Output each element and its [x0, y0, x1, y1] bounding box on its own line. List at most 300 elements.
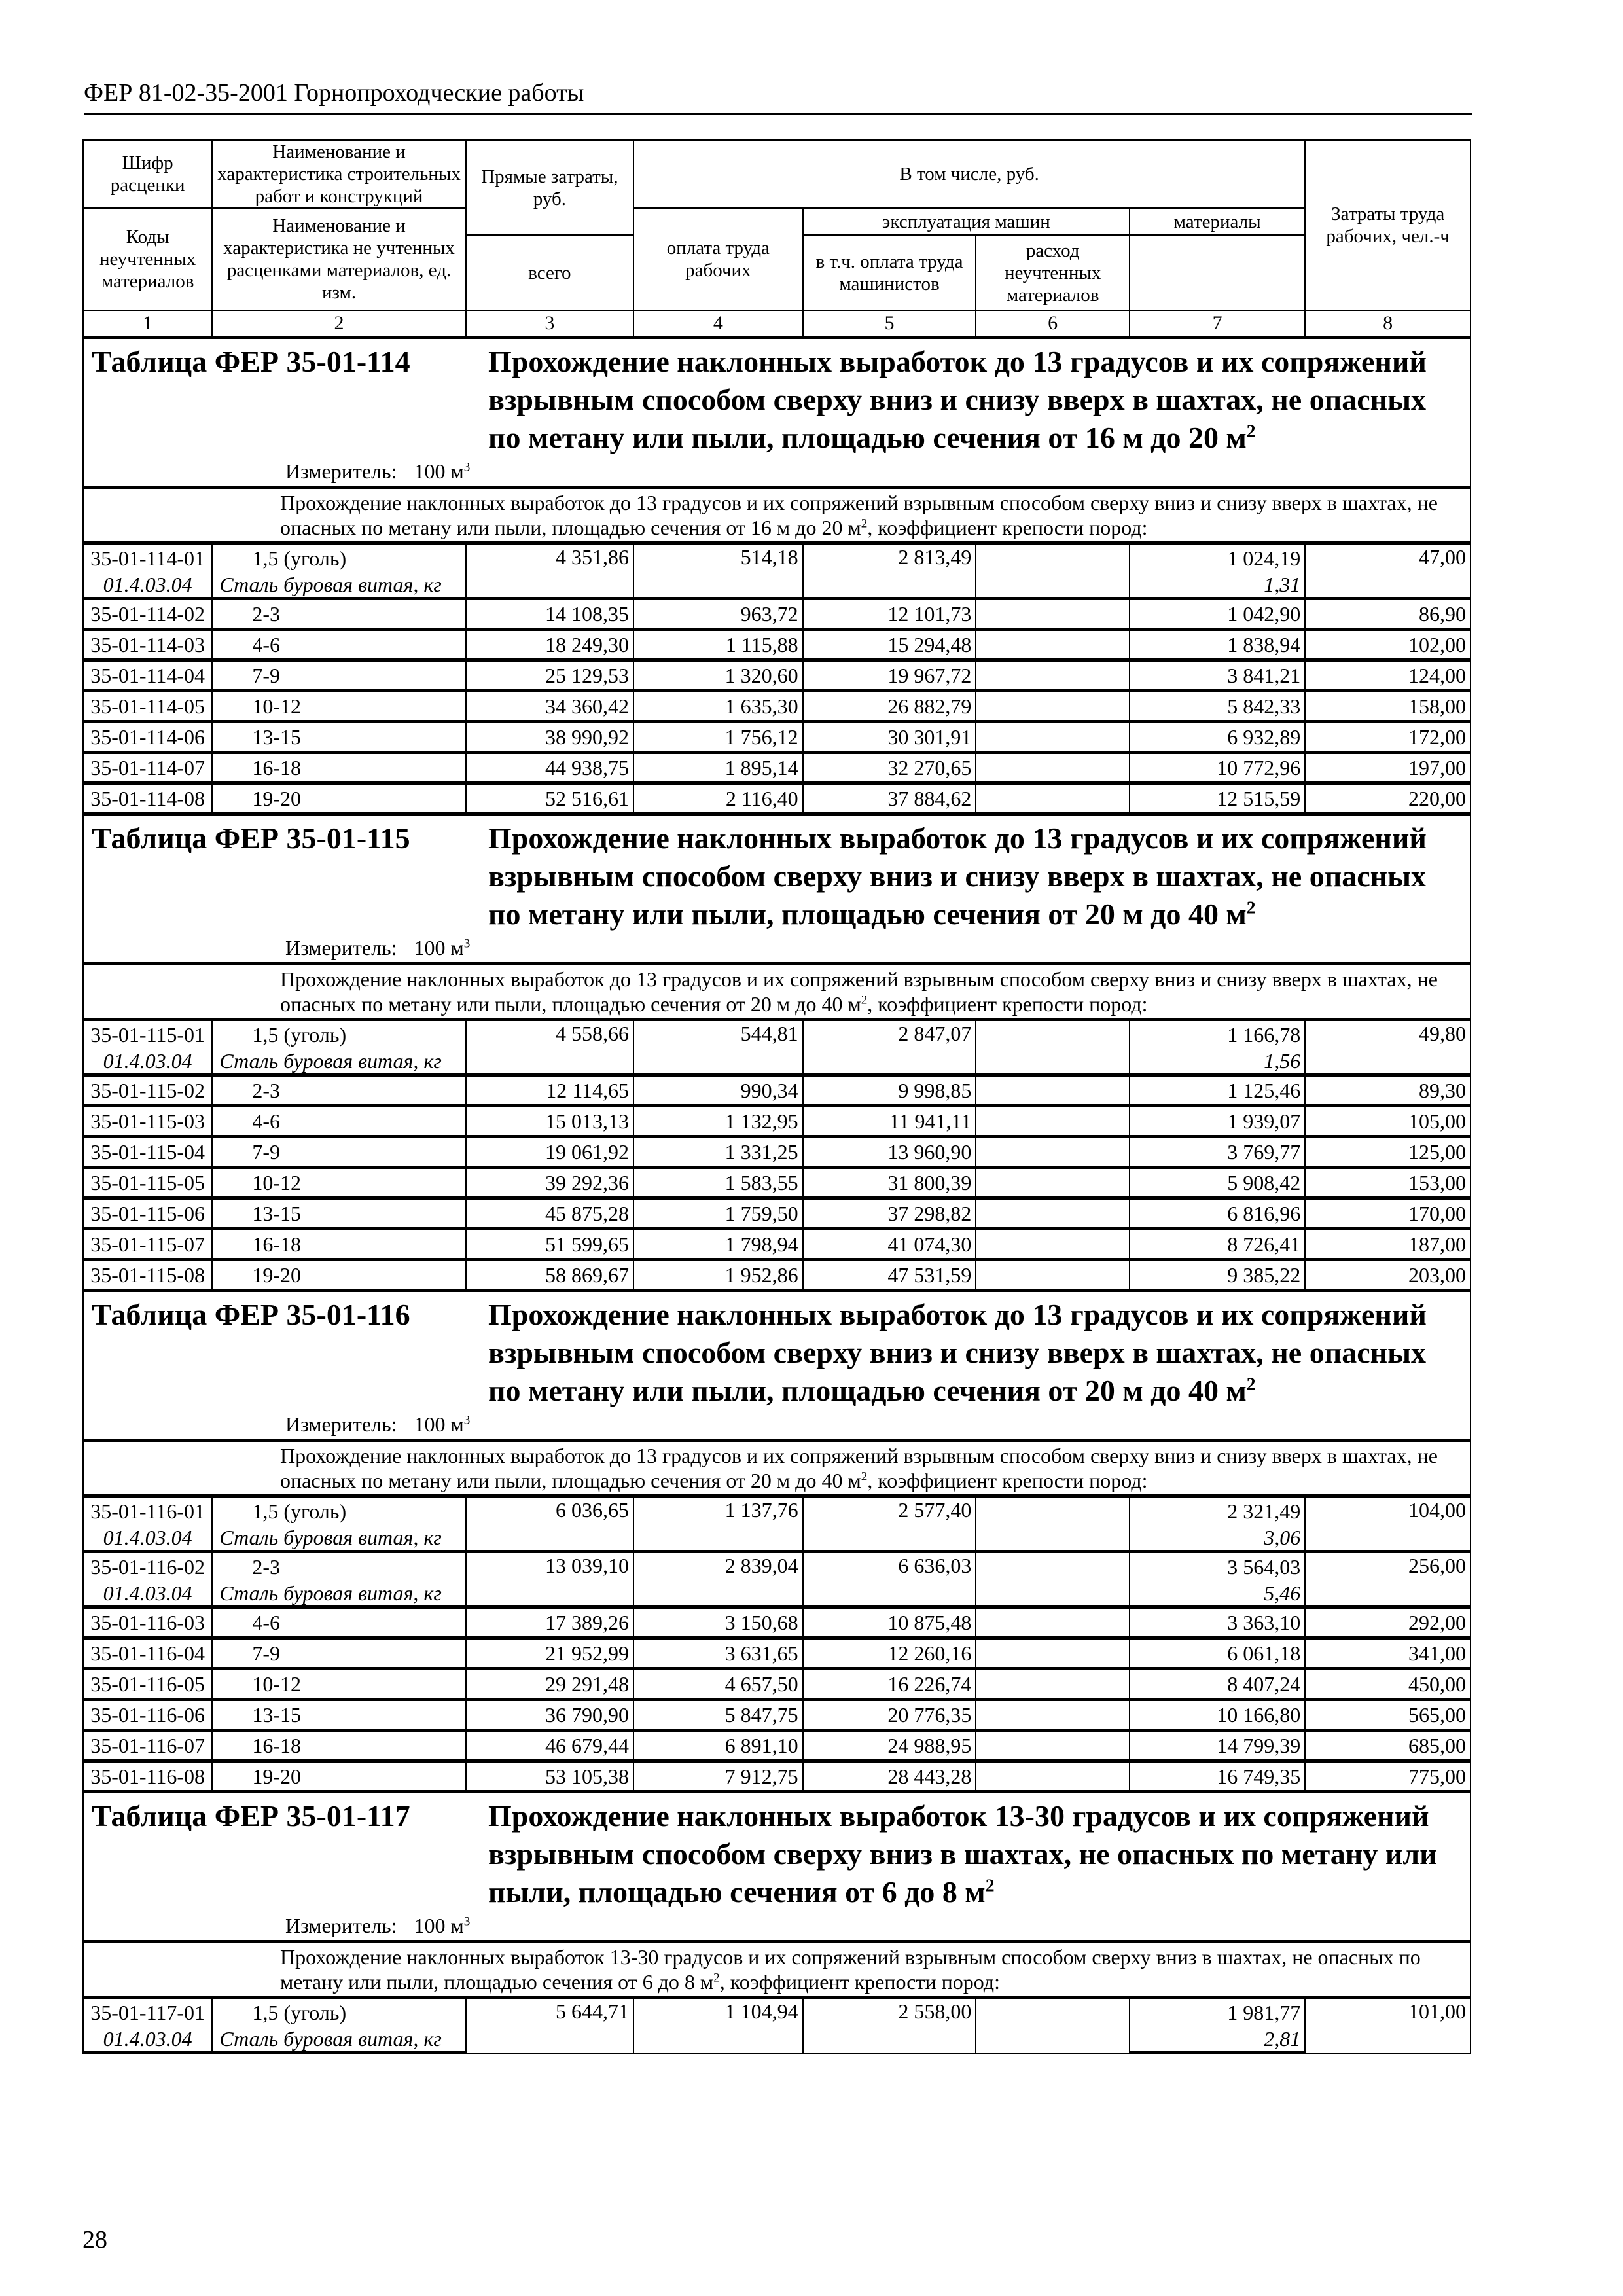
meter [92, 935, 1463, 961]
column-numbers-row [83, 310, 1471, 338]
rate-name: 4-6 [212, 1607, 465, 1638]
meter-value [414, 1412, 471, 1436]
header-workers-pay: оплата труда рабочих [633, 208, 803, 310]
operators-pay [976, 783, 1130, 814]
labor-hours: 341,00 [1305, 1638, 1471, 1669]
materials-cost: 8 407,24 [1130, 1669, 1305, 1700]
table-row [83, 1106, 1471, 1137]
labor-hours: 203,00 [1305, 1260, 1471, 1291]
rate-code: 35-01-115-05 [83, 1168, 212, 1198]
table-row [83, 1260, 1471, 1291]
material-quantity: 1,31 [1130, 572, 1305, 599]
column-number: 5 [803, 310, 976, 338]
rate-name: 16-18 [212, 1731, 465, 1761]
operators-pay [976, 1761, 1130, 1792]
rate-code: 35-01-116-03 [83, 1607, 212, 1638]
labor-hours: 105,00 [1305, 1106, 1471, 1137]
description-text: Прохождение наклонных выработок до 13 градусов и их сопряжений взрывным способом сверху вниз и снизу вверх в шахтах, не опасных по метану или пыли, площадью сечения от 20 м до 40 м [280, 1444, 1438, 1492]
materials-cost: 12 515,59 [1130, 783, 1305, 814]
direct-costs: 45 875,28 [466, 1198, 633, 1229]
direct-costs: 14 108,35 [466, 599, 633, 630]
table-row [83, 691, 1471, 722]
rate-name: 4-6 [212, 630, 465, 660]
meter-value-text: 100 м [414, 1412, 464, 1436]
labor-hours: 170,00 [1305, 1198, 1471, 1229]
workers-pay: 544,81 [633, 1020, 803, 1075]
machines-total: 37 298,82 [803, 1198, 976, 1229]
table-row [83, 1229, 1471, 1260]
description-sup: 2 [861, 1469, 868, 1484]
column-number: 3 [466, 310, 633, 338]
table-row [83, 543, 1471, 573]
direct-costs: 5 644,71 [466, 1998, 633, 2053]
table-label: Таблица ФЕР 35-01-114 [92, 345, 410, 378]
workers-pay: 514,18 [633, 543, 803, 599]
rate-code: 35-01-116-05 [83, 1669, 212, 1700]
table-title [488, 1797, 1463, 1911]
rate-name: 10-12 [212, 691, 465, 722]
operators-pay [976, 1020, 1130, 1075]
table-header [83, 140, 1471, 338]
rate-name: 7-9 [212, 1137, 465, 1168]
section-title-cell [83, 814, 1471, 964]
operators-pay [976, 1998, 1130, 2053]
meter-value-sup: 3 [463, 460, 471, 475]
material-code: 01.4.03.04 [83, 1581, 212, 1607]
table-title-sup: 2 [985, 1874, 995, 1895]
running-title: ФЕР 81-02-35-2001 Горнопроходческие работы [84, 79, 1472, 115]
direct-costs: 58 869,67 [466, 1260, 633, 1291]
operators-pay [976, 1669, 1130, 1700]
table-row [83, 1761, 1471, 1792]
rate-code: 35-01-114-03 [83, 630, 212, 660]
direct-costs: 29 291,48 [466, 1669, 633, 1700]
rate-code: 35-01-116-07 [83, 1731, 212, 1761]
machines-total: 24 988,95 [803, 1731, 976, 1761]
machines-total: 41 074,30 [803, 1229, 976, 1260]
description-sup: 2 [861, 516, 868, 531]
table-title-sup: 2 [1246, 897, 1256, 918]
materials-cost: 1 024,19 [1130, 543, 1305, 573]
rate-code: 35-01-114-01 [83, 543, 212, 573]
header-unaccounted-materials: расход неучтенных материалов [976, 235, 1130, 310]
labor-hours: 89,30 [1305, 1075, 1471, 1106]
operators-pay [976, 1607, 1130, 1638]
operators-pay [976, 1075, 1130, 1106]
labor-hours: 172,00 [1305, 722, 1471, 753]
direct-costs: 39 292,36 [466, 1168, 633, 1198]
workers-pay: 7 912,75 [633, 1761, 803, 1792]
operators-pay [976, 1731, 1130, 1761]
operators-pay [976, 1198, 1130, 1229]
section-title-row [83, 814, 1471, 964]
table-row [83, 1075, 1471, 1106]
rate-name: 7-9 [212, 660, 465, 691]
material-name: Сталь буровая витая, кг [212, 572, 465, 599]
meter-value-text: 100 м [414, 459, 464, 483]
workers-pay: 5 847,75 [633, 1700, 803, 1731]
table-row [83, 1137, 1471, 1168]
section-description-row [83, 488, 1471, 543]
machines-total: 19 967,72 [803, 660, 976, 691]
workers-pay: 6 891,10 [633, 1731, 803, 1761]
workers-pay: 1 759,50 [633, 1198, 803, 1229]
materials-cost: 9 385,22 [1130, 1260, 1305, 1291]
rate-code: 35-01-114-05 [83, 691, 212, 722]
rate-name: 1,5 (уголь) [212, 1020, 465, 1049]
materials-cost: 1 838,94 [1130, 630, 1305, 660]
header-including: В том числе, руб. [633, 140, 1305, 208]
meter [92, 1411, 1463, 1437]
rate-name: 16-18 [212, 753, 465, 783]
direct-costs: 44 938,75 [466, 753, 633, 783]
meter-value-sup: 3 [463, 937, 471, 951]
meter [92, 1912, 1463, 1939]
meter-label: Измеритель: [285, 1412, 397, 1436]
table-row [83, 1700, 1471, 1731]
workers-pay: 3 150,68 [633, 1607, 803, 1638]
operators-pay [976, 599, 1130, 630]
header-machine-operation: эксплуатация машин [803, 208, 1130, 235]
material-code: 01.4.03.04 [83, 1525, 212, 1552]
material-name: Сталь буровая витая, кг [212, 1525, 465, 1552]
workers-pay: 3 631,65 [633, 1638, 803, 1669]
section-title-cell [83, 1792, 1471, 1942]
materials-cost: 8 726,41 [1130, 1229, 1305, 1260]
material-code: 01.4.03.04 [83, 572, 212, 599]
header-operators-pay: в т.ч. оплата труда машинистов [803, 235, 976, 310]
workers-pay: 1 756,12 [633, 722, 803, 753]
meter-label: Измеритель: [285, 936, 397, 960]
operators-pay [976, 1260, 1130, 1291]
labor-hours: 197,00 [1305, 753, 1471, 783]
workers-pay: 1 115,88 [633, 630, 803, 660]
rate-name: 2-3 [212, 1552, 465, 1581]
materials-cost: 3 363,10 [1130, 1607, 1305, 1638]
direct-costs: 4 351,86 [466, 543, 633, 599]
page-number: 28 [82, 2226, 107, 2253]
table-title-sup: 2 [1246, 420, 1256, 441]
table-row [83, 630, 1471, 660]
rate-name: 10-12 [212, 1669, 465, 1700]
operators-pay [976, 1700, 1130, 1731]
direct-costs: 46 679,44 [466, 1731, 633, 1761]
column-number: 1 [83, 310, 212, 338]
machines-total: 9 998,85 [803, 1075, 976, 1106]
direct-costs: 52 516,61 [466, 783, 633, 814]
machines-total: 20 776,35 [803, 1700, 976, 1731]
table-label: Таблица ФЕР 35-01-116 [92, 1298, 410, 1331]
workers-pay: 1 952,86 [633, 1260, 803, 1291]
header-materials: материалы [1130, 208, 1305, 235]
table-title-text: Прохождение наклонных выработок до 13 градусов и их сопряжений взрывным способом сверху вниз и снизу вверх в шахтах, не опасных по метану или пыли, площадью сечения от 20 м до 40 м [488, 1298, 1427, 1407]
table-row [83, 1198, 1471, 1229]
material-quantity: 5,46 [1130, 1581, 1305, 1607]
labor-hours: 220,00 [1305, 783, 1471, 814]
header-code: Шифр расценки [83, 140, 212, 208]
labor-hours: 256,00 [1305, 1552, 1471, 1607]
machines-total: 26 882,79 [803, 691, 976, 722]
machines-total: 31 800,39 [803, 1168, 976, 1198]
operators-pay [976, 1106, 1130, 1137]
labor-hours: 187,00 [1305, 1229, 1471, 1260]
materials-cost: 1 939,07 [1130, 1106, 1305, 1137]
direct-costs: 13 039,10 [466, 1552, 633, 1607]
materials-cost: 3 564,03 [1130, 1552, 1305, 1581]
direct-costs: 4 558,66 [466, 1020, 633, 1075]
rate-name: 2-3 [212, 599, 465, 630]
workers-pay: 1 132,95 [633, 1106, 803, 1137]
description-sup: 2 [861, 993, 868, 1007]
material-name: Сталь буровая витая, кг [212, 1581, 465, 1607]
rate-name: 13-15 [212, 1198, 465, 1229]
materials-cost: 1 981,77 [1130, 1998, 1305, 2027]
operators-pay [976, 1229, 1130, 1260]
operators-pay [976, 1137, 1130, 1168]
machines-total: 12 260,16 [803, 1638, 976, 1669]
labor-hours: 125,00 [1305, 1137, 1471, 1168]
rate-code: 35-01-117-01 [83, 1998, 212, 2027]
meter-value-text: 100 м [414, 1914, 464, 1937]
section-title-cell [83, 1291, 1471, 1441]
header-material-name: Наименование и характеристика не учтенных расценками материалов, ед. изм. [212, 208, 465, 310]
workers-pay: 1 635,30 [633, 691, 803, 722]
rate-name: 4-6 [212, 1106, 465, 1137]
rate-name: 1,5 (уголь) [212, 543, 465, 573]
operators-pay [976, 753, 1130, 783]
rate-code: 35-01-116-06 [83, 1700, 212, 1731]
section-title-row [83, 1792, 1471, 1942]
rate-name: 13-15 [212, 722, 465, 753]
materials-cost: 3 841,21 [1130, 660, 1305, 691]
section-title-row [83, 1291, 1471, 1441]
meter-value-text: 100 м [414, 936, 464, 960]
meter-label: Измеритель: [285, 459, 397, 483]
direct-costs: 17 389,26 [466, 1607, 633, 1638]
header-direct-costs: Прямые затраты, руб. [466, 140, 633, 235]
table-row [83, 1669, 1471, 1700]
table-row [83, 1998, 1471, 2027]
table-row [83, 1607, 1471, 1638]
machines-total: 37 884,62 [803, 783, 976, 814]
rate-name: 16-18 [212, 1229, 465, 1260]
section-description [83, 964, 1471, 1020]
machines-total: 11 941,11 [803, 1106, 976, 1137]
machines-total: 2 577,40 [803, 1496, 976, 1552]
material-quantity: 1,56 [1130, 1049, 1305, 1075]
description-tail: , коэффициент крепости пород: [719, 1970, 1000, 1994]
rate-code: 35-01-115-02 [83, 1075, 212, 1106]
workers-pay: 1 331,25 [633, 1137, 803, 1168]
meter-value [414, 936, 471, 960]
machines-total: 13 960,90 [803, 1137, 976, 1168]
table-label: Таблица ФЕР 35-01-115 [92, 821, 410, 855]
table-row [83, 660, 1471, 691]
direct-costs: 12 114,65 [466, 1075, 633, 1106]
rate-name: 1,5 (уголь) [212, 1998, 465, 2027]
section-title [92, 343, 1463, 457]
header-machines-total: всего [466, 235, 633, 310]
machines-total: 12 101,73 [803, 599, 976, 630]
rate-code: 35-01-116-08 [83, 1761, 212, 1792]
materials-cost: 1 125,46 [1130, 1075, 1305, 1106]
workers-pay: 1 895,14 [633, 753, 803, 783]
operators-pay [976, 1496, 1130, 1552]
labor-hours: 86,90 [1305, 599, 1471, 630]
table-title [488, 343, 1463, 457]
materials-cost: 1 042,90 [1130, 599, 1305, 630]
table-title-text: Прохождение наклонных выработок до 13 градусов и их сопряжений взрывным способом сверху вниз и снизу вверх в шахтах, не опасных по метану или пыли, площадью сечения от 16 м до 20 м [488, 345, 1427, 454]
table-row [83, 722, 1471, 753]
rate-code: 35-01-114-08 [83, 783, 212, 814]
direct-costs: 36 790,90 [466, 1700, 633, 1731]
table-row [83, 1638, 1471, 1669]
description-tail: , коэффициент крепости пород: [867, 516, 1148, 539]
rate-code: 35-01-114-07 [83, 753, 212, 783]
materials-cost: 6 932,89 [1130, 722, 1305, 753]
operators-pay [976, 1168, 1130, 1198]
rate-name: 10-12 [212, 1168, 465, 1198]
column-number: 8 [1305, 310, 1471, 338]
section-description [83, 1942, 1471, 1998]
meter-value-sup: 3 [463, 1413, 471, 1427]
description-tail: , коэффициент крепости пород: [867, 1469, 1148, 1492]
section-title-cell [83, 338, 1471, 488]
labor-hours: 153,00 [1305, 1168, 1471, 1198]
section-description [83, 488, 1471, 543]
section-description-row [83, 964, 1471, 1020]
direct-costs: 53 105,38 [466, 1761, 633, 1792]
column-number: 2 [212, 310, 465, 338]
materials-cost: 10 772,96 [1130, 753, 1305, 783]
table-sections [83, 338, 1471, 2053]
column-number: 7 [1130, 310, 1305, 338]
labor-hours: 47,00 [1305, 543, 1471, 599]
meter-value-sup: 3 [463, 1914, 471, 1929]
rates-table [82, 139, 1471, 2054]
table-label: Таблица ФЕР 35-01-117 [92, 1799, 410, 1833]
rate-code: 35-01-114-02 [83, 599, 212, 630]
direct-costs: 15 013,13 [466, 1106, 633, 1137]
column-number: 6 [976, 310, 1130, 338]
section-description-row [83, 1441, 1471, 1496]
labor-hours: 158,00 [1305, 691, 1471, 722]
description-text: Прохождение наклонных выработок до 13 градусов и их сопряжений взрывным способом сверху вниз и снизу вверх в шахтах, не опасных по метану или пыли, площадью сечения от 20 м до 40 м [280, 967, 1438, 1016]
labor-hours: 565,00 [1305, 1700, 1471, 1731]
materials-cost: 1 166,78 [1130, 1020, 1305, 1049]
table-row [83, 753, 1471, 783]
materials-cost: 6 061,18 [1130, 1638, 1305, 1669]
table-row [83, 783, 1471, 814]
machines-total: 2 847,07 [803, 1020, 976, 1075]
rate-code: 35-01-116-02 [83, 1552, 212, 1581]
rate-code: 35-01-115-04 [83, 1137, 212, 1168]
workers-pay: 963,72 [633, 599, 803, 630]
materials-cost: 3 769,77 [1130, 1137, 1305, 1168]
workers-pay: 1 104,94 [633, 1998, 803, 2053]
table-row [83, 1731, 1471, 1761]
rate-code: 35-01-114-06 [83, 722, 212, 753]
workers-pay: 1 137,76 [633, 1496, 803, 1552]
table-title-text: Прохождение наклонных выработок 13-30 градусов и их сопряжений взрывным способом сверху вниз в шахтах, не опасных по метану или пыли, площадью сечения от 6 до 8 м [488, 1799, 1437, 1909]
meter-label: Измеритель: [285, 1914, 397, 1937]
machines-total: 30 301,91 [803, 722, 976, 753]
workers-pay: 990,34 [633, 1075, 803, 1106]
direct-costs: 34 360,42 [466, 691, 633, 722]
machines-total: 2 813,49 [803, 543, 976, 599]
rate-code: 35-01-115-03 [83, 1106, 212, 1137]
section-title [92, 1797, 1463, 1911]
materials-cost: 10 166,80 [1130, 1700, 1305, 1731]
rate-code: 35-01-116-04 [83, 1638, 212, 1669]
labor-hours: 101,00 [1305, 1998, 1471, 2053]
machines-total: 16 226,74 [803, 1669, 976, 1700]
material-quantity: 2,81 [1130, 2026, 1305, 2053]
section-title-row [83, 338, 1471, 488]
machines-total: 15 294,48 [803, 630, 976, 660]
operators-pay [976, 1638, 1130, 1669]
workers-pay: 1 320,60 [633, 660, 803, 691]
labor-hours: 450,00 [1305, 1669, 1471, 1700]
materials-cost: 16 749,35 [1130, 1761, 1305, 1792]
rate-name: 19-20 [212, 1761, 465, 1792]
description-text: Прохождение наклонных выработок до 13 градусов и их сопряжений взрывным способом сверху вниз и снизу вверх в шахтах, не опасных по метану или пыли, площадью сечения от 16 м до 20 м [280, 491, 1438, 539]
description-tail: , коэффициент крепости пород: [867, 992, 1148, 1016]
table-row [83, 1496, 1471, 1526]
section-description [83, 1441, 1471, 1496]
workers-pay: 2 116,40 [633, 783, 803, 814]
machines-total: 10 875,48 [803, 1607, 976, 1638]
direct-costs: 51 599,65 [466, 1229, 633, 1260]
rate-name: 7-9 [212, 1638, 465, 1669]
labor-hours: 102,00 [1305, 630, 1471, 660]
direct-costs: 38 990,92 [466, 722, 633, 753]
labor-hours: 124,00 [1305, 660, 1471, 691]
machines-total: 47 531,59 [803, 1260, 976, 1291]
description-sup: 2 [713, 1971, 720, 1985]
table-title [488, 1296, 1463, 1410]
header-work-name: Наименование и характеристика строительных работ и конструкций [212, 140, 465, 208]
workers-pay: 2 839,04 [633, 1552, 803, 1607]
operators-pay [976, 660, 1130, 691]
direct-costs: 19 061,92 [466, 1137, 633, 1168]
labor-hours: 49,80 [1305, 1020, 1471, 1075]
materials-cost: 5 908,42 [1130, 1168, 1305, 1198]
table-row [83, 1552, 1471, 1581]
section-title [92, 1296, 1463, 1410]
workers-pay: 1 798,94 [633, 1229, 803, 1260]
operators-pay [976, 630, 1130, 660]
workers-pay: 1 583,55 [633, 1168, 803, 1198]
table-row [83, 1168, 1471, 1198]
rate-code: 35-01-114-04 [83, 660, 212, 691]
operators-pay [976, 722, 1130, 753]
header-labor-hours: Затраты труда рабочих, чел.-ч [1305, 140, 1471, 310]
machines-total: 28 443,28 [803, 1761, 976, 1792]
workers-pay: 4 657,50 [633, 1669, 803, 1700]
rate-code: 35-01-116-01 [83, 1496, 212, 1526]
machines-total: 32 270,65 [803, 753, 976, 783]
rate-name: 1,5 (уголь) [212, 1496, 465, 1526]
header-material-codes: Коды неучтенных материалов [83, 208, 212, 310]
meter-value [414, 459, 471, 483]
table-row [83, 599, 1471, 630]
machines-total: 6 636,03 [803, 1552, 976, 1607]
direct-costs: 6 036,65 [466, 1496, 633, 1552]
operators-pay [976, 543, 1130, 599]
material-code: 01.4.03.04 [83, 1049, 212, 1075]
rate-name: 13-15 [212, 1700, 465, 1731]
